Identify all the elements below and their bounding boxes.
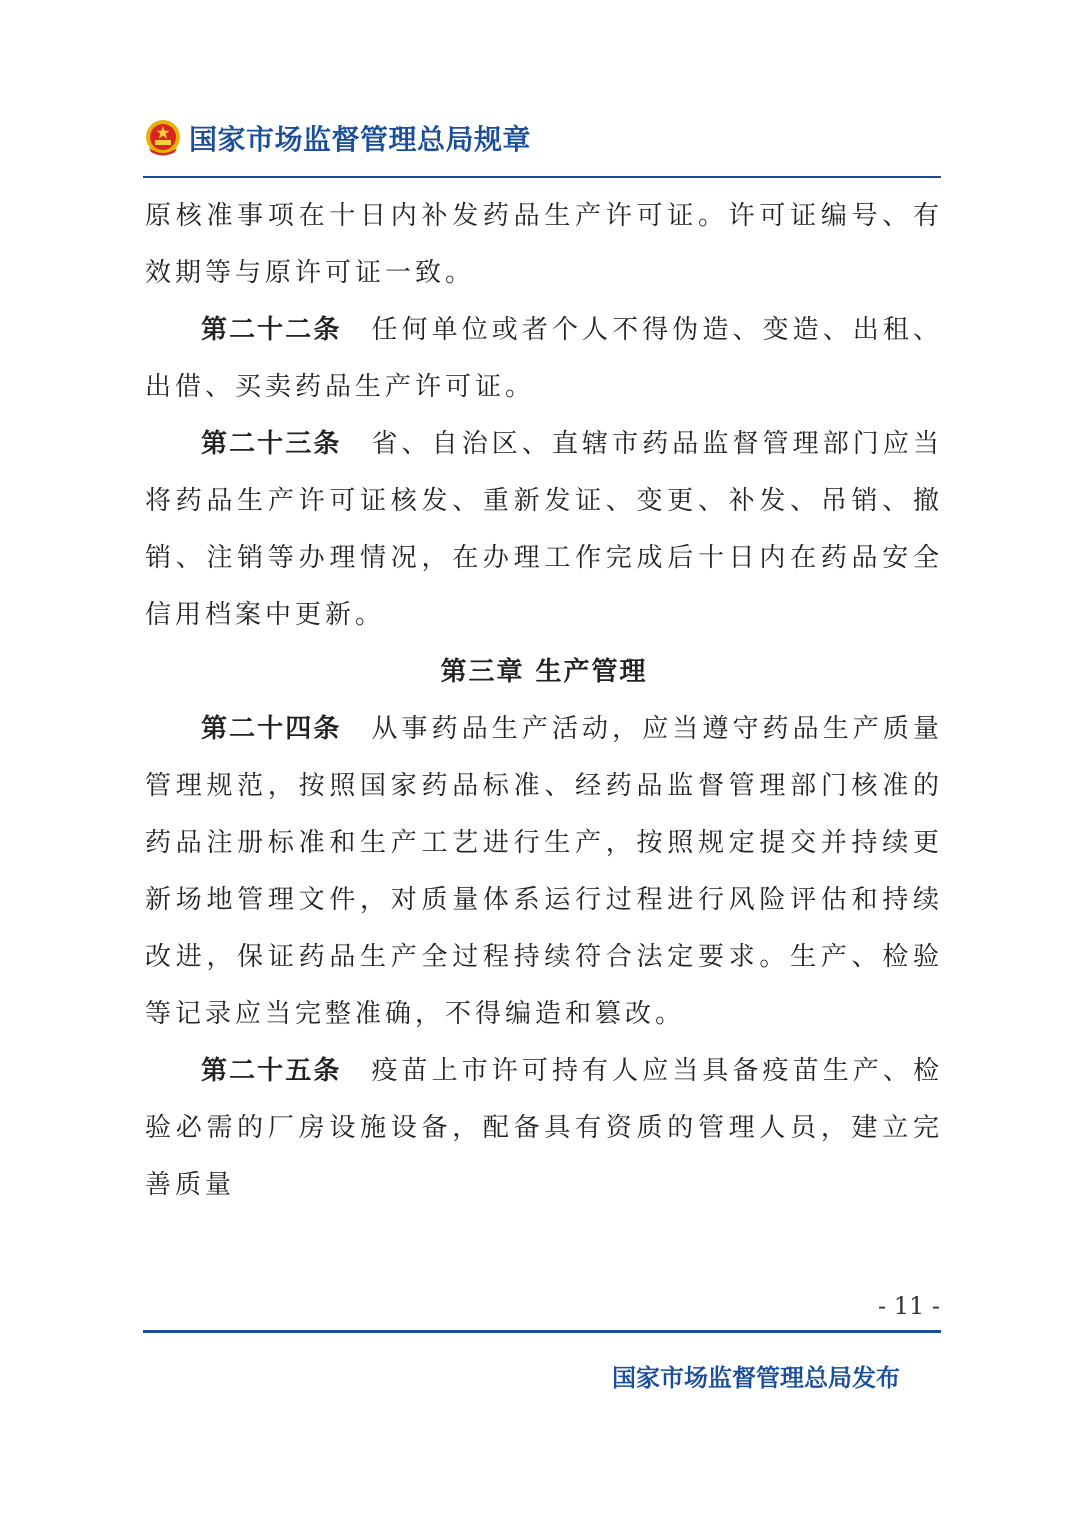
header-divider — [143, 176, 941, 178]
footer-publisher: 国家市场监督管理总局发布 — [612, 1364, 900, 1392]
article-23-text: 省、自治区、直辖市药品监督管理部门应当将药品生产许可证核发、重新发证、变更、补发、吊销、撤销、注销等办理情况，在办理工作完成后十日内在药品安全信用档案中更新。 — [145, 429, 943, 630]
article-25 — [145, 1043, 943, 1214]
article-22-label: 第二十二条 — [201, 315, 342, 345]
page-number: - 11 - — [877, 1292, 940, 1320]
article-22 — [145, 302, 943, 416]
header-title: 国家市场监督管理总局规章 — [189, 123, 532, 156]
chapter-title: 第三章 生产管理 — [440, 657, 648, 687]
article-24-text: 从事药品生产活动，应当遵守药品生产质量管理规范，按照国家药品标准、经药品监督管理部门核准的药品注册标准和生产工艺进行生产，按照规定提交并持续更新场地管理文件，对质量体系运行过程进行风险评估和持续改进，保证药品生产全过程持续符合法定要求。生产、检验等记录应当完整准确，不得编造和篡改。 — [145, 714, 943, 1029]
article-24 — [145, 701, 943, 1043]
article-25-text: 疫苗上市许可持有人应当具备疫苗生产、检验必需的厂房设施设备，配备具有资质的管理人员，建立完善质量 — [145, 1056, 943, 1200]
paragraph-continuation: 原核准事项在十日内补发药品生产许可证。许可证编号、有效期等与原许可证一致。 — [145, 201, 943, 288]
article-22-text: 任何单位或者个人不得伪造、变造、出租、出借、买卖药品生产许可证。 — [145, 315, 943, 402]
article-25-label: 第二十五条 — [201, 1056, 342, 1086]
article-24-label: 第二十四条 — [201, 714, 342, 744]
footer-divider — [143, 1330, 941, 1333]
document-body — [145, 188, 943, 1214]
article-23 — [145, 416, 943, 644]
national-emblem-icon — [143, 118, 183, 158]
article-23-label: 第二十三条 — [201, 429, 342, 459]
page-header — [143, 116, 531, 160]
